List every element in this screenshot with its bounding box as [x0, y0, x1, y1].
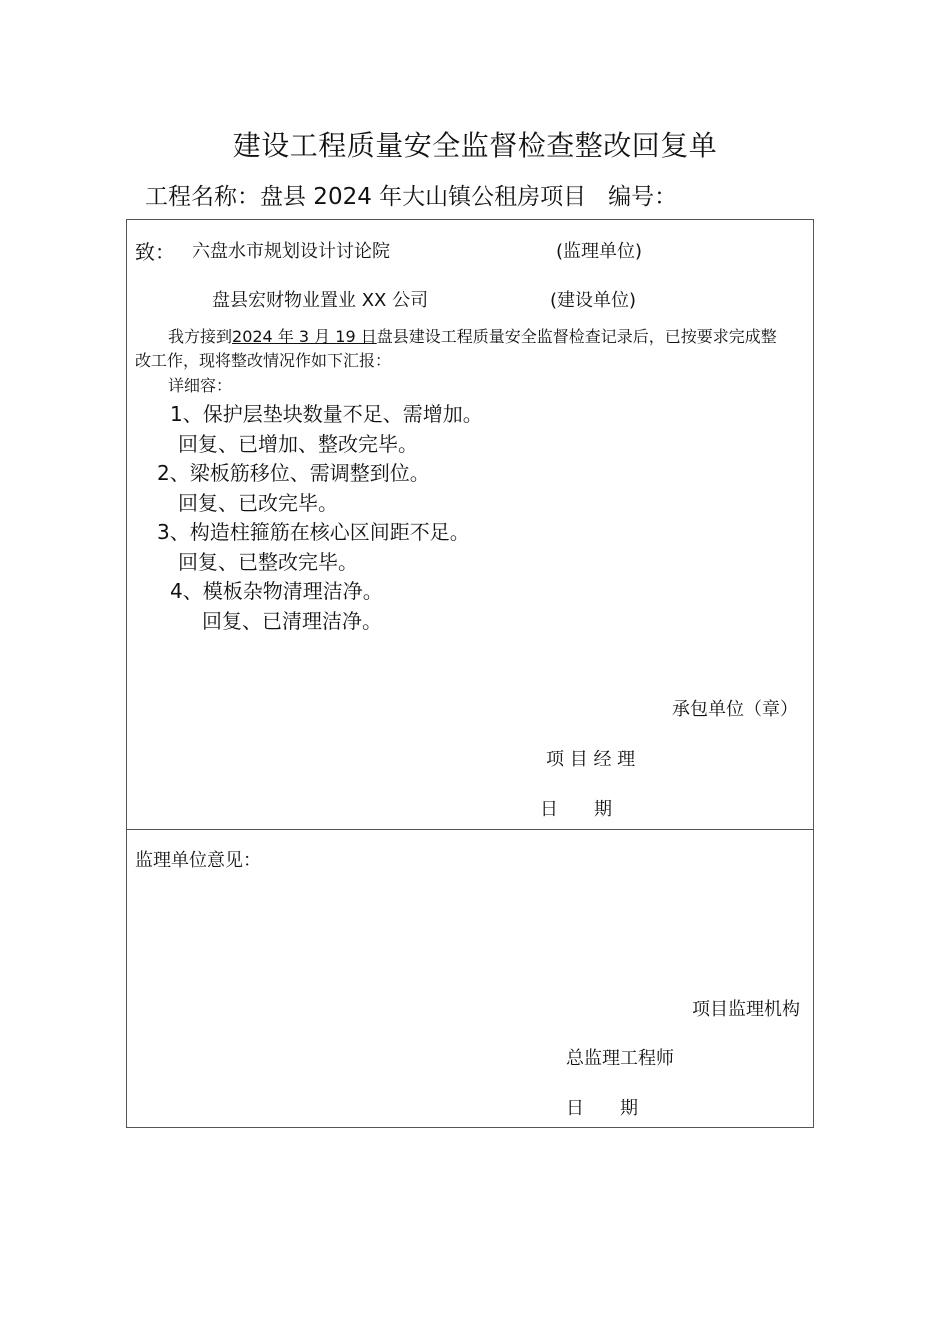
project-name-label: 工程名称： [145, 184, 260, 210]
issue-item: 1、保护层垫块数量不足、需增加。 [170, 402, 483, 426]
table-row-divider [126, 829, 814, 830]
intro-line-1 [168, 324, 777, 347]
issue-item: 3、构造柱箍筋在核心区间距不足。 [157, 520, 470, 544]
document-title: 建设工程质量安全监督检查整改回复单 [232, 129, 718, 162]
supervisor-opinion-label: 监理单位意见： [135, 850, 261, 871]
detail-label: 详细容： [168, 376, 233, 395]
to-label: 致： [135, 240, 175, 264]
supervisor-unit-name: 六盘水市规划设计讨论院 [192, 241, 390, 262]
intro-rest: 盘县建设工程质量安全监督检查记录后，已按要求完成整 [376, 327, 777, 346]
intro-lead: 我方接到 [168, 327, 233, 346]
project-name: 盘县 2024 年大山镇公租房项目 [260, 184, 587, 210]
contractor-unit-stamp: 承包单位（章） [672, 699, 798, 720]
reply-item: 回复、已改完毕。 [178, 491, 338, 515]
intro-line-2: 改工作，现将整改情况作如下汇报： [135, 351, 392, 370]
reply-item: 回复、已清理洁净。 [202, 609, 382, 633]
project-manager-label: 项 目 经 理 [546, 749, 636, 770]
reply-item: 回复、已整改完毕。 [178, 550, 358, 574]
contractor-date-label: 日 期 [540, 799, 612, 820]
chief-supervisor-label: 总监理工程师 [566, 1048, 674, 1069]
builder-unit-tag: (建设单位) [550, 290, 637, 311]
supervision-org-label: 项目监理机构 [692, 999, 800, 1020]
project-line [145, 178, 677, 211]
issue-item: 4、模板杂物清理洁净。 [170, 579, 383, 603]
supervisor-date-label: 日 期 [566, 1098, 638, 1119]
reply-item: 回复、已增加、整改完毕。 [178, 432, 418, 456]
inspection-date: 2024 年 3 月 19 日 [232, 327, 377, 346]
builder-unit-name: 盘县宏财物业置业 XX 公司 [212, 290, 429, 311]
issue-item: 2、梁板筋移位、需调整到位。 [157, 461, 430, 485]
project-number-label: 编号： [608, 184, 678, 210]
supervisor-unit-tag: (监理单位) [556, 241, 643, 262]
